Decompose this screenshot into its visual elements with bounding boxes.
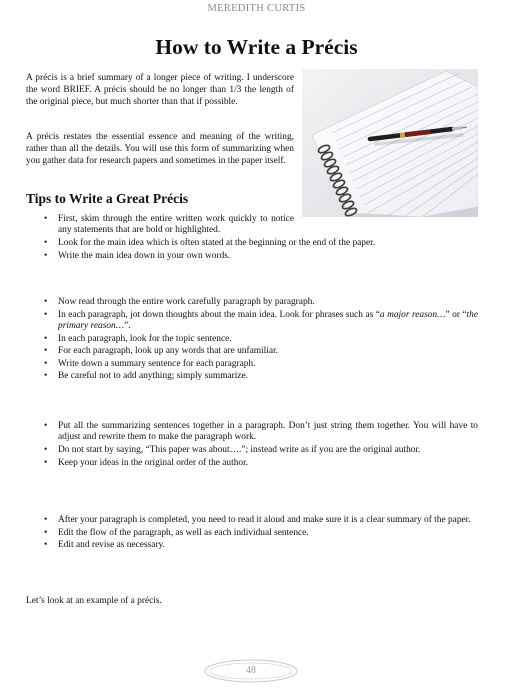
running-header: MEREDITH CURTIS bbox=[207, 3, 306, 14]
bullet: • bbox=[44, 540, 48, 551]
page-title: How to Write a Précis bbox=[155, 35, 358, 59]
tips-group-4 bbox=[44, 515, 478, 553]
bullet: • bbox=[44, 297, 48, 307]
bullet: • bbox=[44, 445, 48, 455]
list-item: • In each paragraph, jot down thoughts about the main idea. Look for phrases such as “a major reason…” or “the primary reason…”. bbox=[44, 309, 478, 331]
list-item: • Keep your ideas in the original order of the author. bbox=[44, 457, 249, 468]
bullet: • bbox=[44, 214, 48, 224]
bullet: • bbox=[44, 238, 48, 248]
bullet: • bbox=[44, 346, 48, 357]
section-heading: Tips to Write a Great Précis bbox=[26, 191, 189, 206]
list-item: • Look for the main idea which is often stated at the beginning or the end of the paper. bbox=[44, 238, 376, 248]
tips-group-1 bbox=[44, 214, 478, 263]
bullet: • bbox=[44, 371, 48, 382]
tips-group-3 bbox=[44, 421, 478, 470]
bullet: • bbox=[44, 309, 48, 320]
list-item: • Edit and revise as necessary. bbox=[44, 540, 165, 551]
intro-paragraph-2: A précis restates the essential essence and meaning of the writing, rather than all the details. You will use this form of summarizing when you gather data for research papers and sometimes in the paper itself. bbox=[26, 132, 294, 166]
list-item: • Write the main idea down in your own words. bbox=[44, 250, 231, 261]
page-number: 48 bbox=[246, 665, 256, 676]
bullet: • bbox=[44, 515, 48, 525]
italic-phrase: a major reason… bbox=[379, 309, 446, 320]
bullet: • bbox=[44, 333, 48, 344]
list-item: • Now read through the entire work carefully paragraph by paragraph. bbox=[44, 297, 315, 307]
bullet: • bbox=[44, 421, 48, 431]
notebook-pen-illustration bbox=[302, 69, 478, 217]
list-item: • Put all the summarizing sentences together in a paragraph. Don’t just string them together. You will have to adjust and rewrite them to make the paragraph work. bbox=[44, 421, 478, 443]
list-item: • After your paragraph is completed, you need to read it aloud and make sure it is a clear summary of the paper. bbox=[44, 515, 471, 525]
tips-group-2 bbox=[44, 297, 478, 384]
intro-paragraph-1: A précis is a brief summary of a longer piece of writing. I underscore the word BRIEF. A précis should be no longer than 1/3 the length of the original piece, but much shorter than that if possible. bbox=[26, 73, 294, 107]
bullet: • bbox=[44, 457, 48, 468]
bullet: • bbox=[44, 250, 48, 261]
bullet: • bbox=[44, 358, 48, 369]
list-item: • Be careful not to add anything; simply summarize. bbox=[44, 371, 249, 382]
list-item: • Write down a summary sentence for each paragraph. bbox=[44, 358, 256, 369]
closing-line: Let’s look at an example of a précis. bbox=[26, 596, 162, 606]
list-item: • For each paragraph, look up any words that are unfamiliar. bbox=[44, 346, 278, 357]
list-item: • In each paragraph, look for the topic sentence. bbox=[44, 333, 232, 344]
italic-phrase: the primary reason… bbox=[58, 309, 478, 331]
bullet: • bbox=[44, 527, 48, 538]
list-item: • Edit the flow of the paragraph, as well as each individual sentence. bbox=[44, 527, 309, 538]
list-item: • Do not start by saying, “This paper was about….”; instead write as if you are the original author. bbox=[44, 445, 421, 455]
list-item: • First, skim through the entire written work quickly to notice any statements that are bold or highlighted. bbox=[44, 214, 294, 236]
